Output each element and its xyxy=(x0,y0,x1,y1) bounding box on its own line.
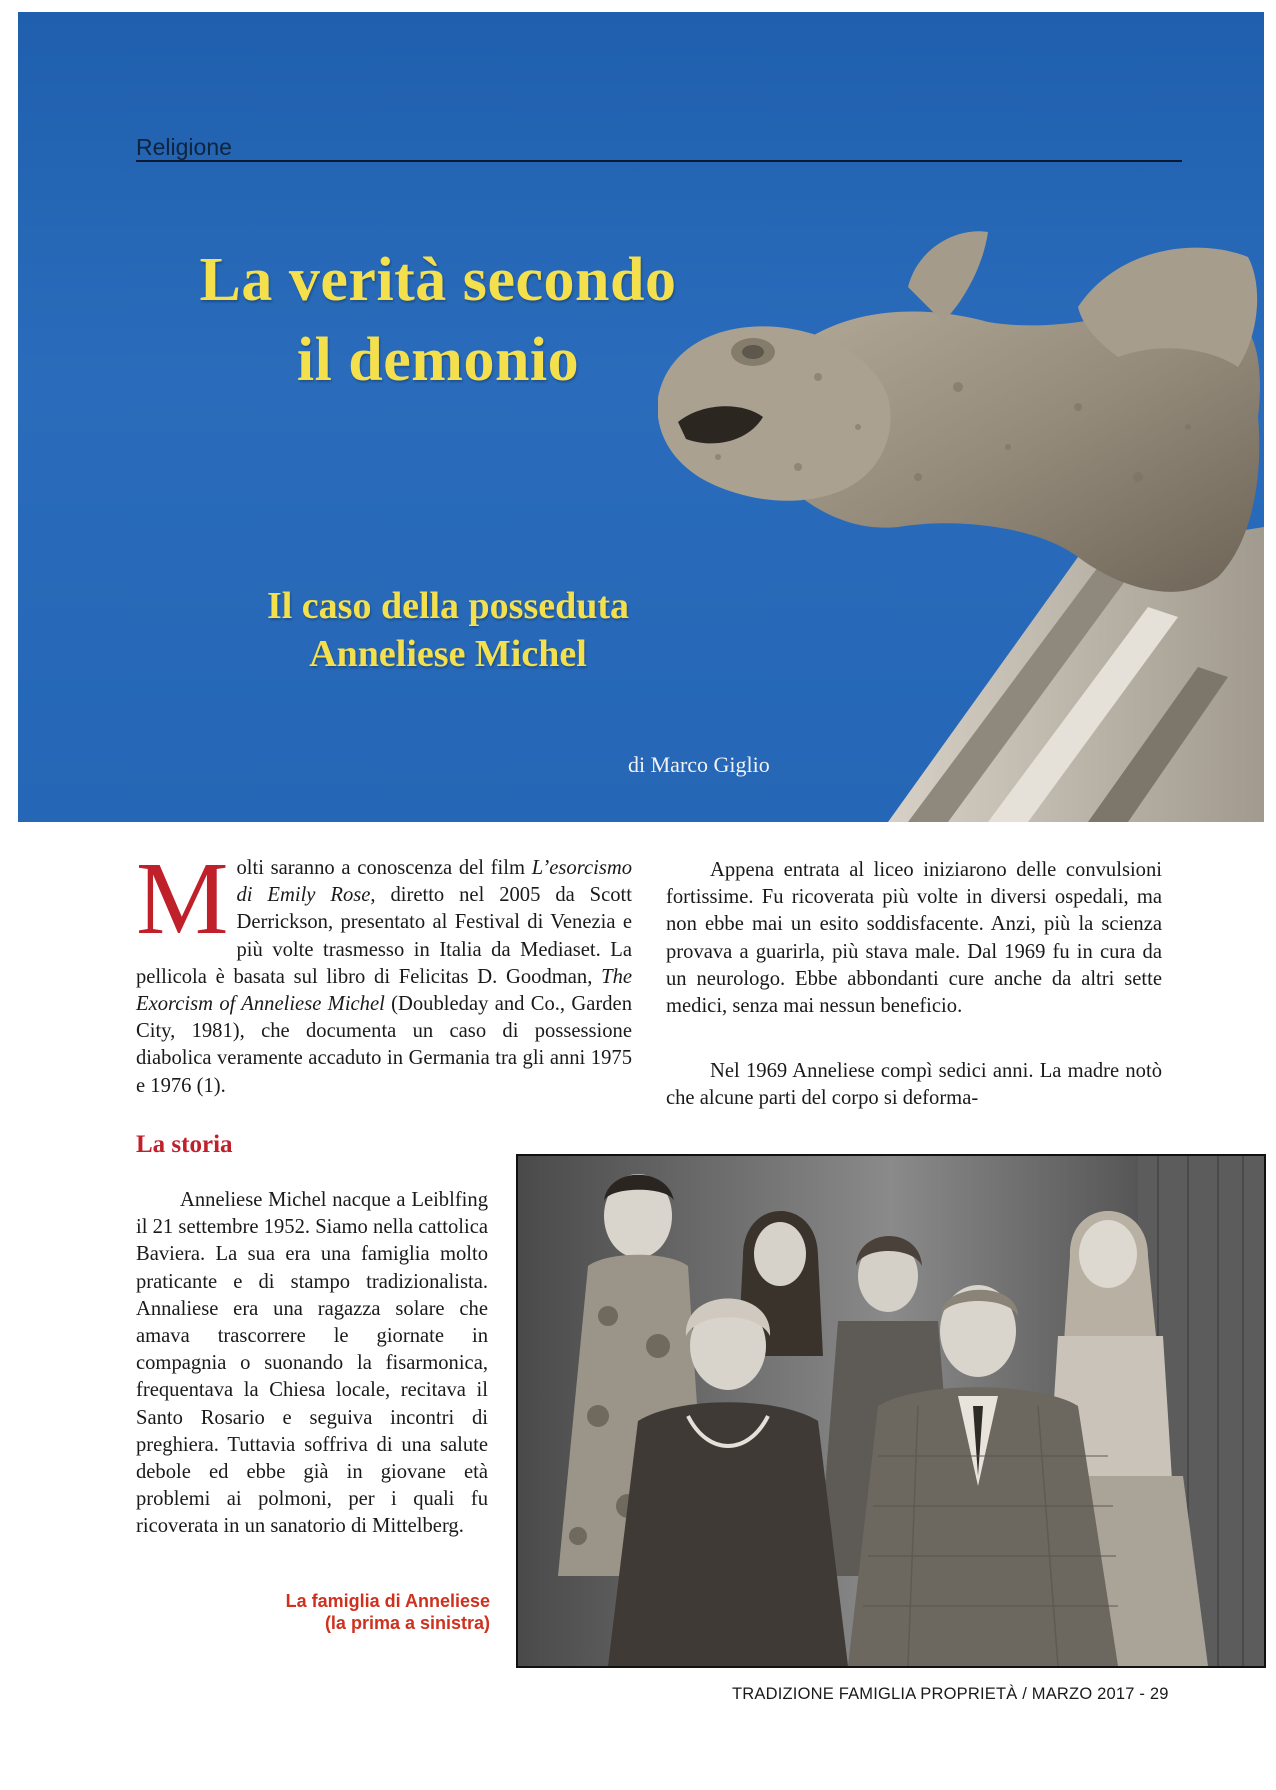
intro-paragraph xyxy=(136,841,632,1100)
family-photo-illustration xyxy=(518,1156,1264,1666)
intro-text-a: olti saranno a conoscenza del film xyxy=(236,857,532,879)
intro-text-c: , diretto nel 2005 da Scott Derrickson, presentato al Festival di Venezia e più volte trasmesso in Italia da Mediaset. La pellicola è basata sul libro di Felicitas D. Goodman, xyxy=(136,884,632,988)
right-paragraph-2: Nel 1969 Anneliese compì sedici anni. La madre notò che alcune parti del corpo si deforma- xyxy=(666,1060,1162,1110)
author-byline: di Marco Giglio xyxy=(628,752,770,777)
family-photo xyxy=(516,1154,1266,1668)
book-title: The Exorcism of Anneliese Michel xyxy=(136,965,632,1016)
article-subtitle xyxy=(168,582,728,678)
section-heading-storia: La storia xyxy=(136,1131,233,1158)
caption-line-1: La famiglia di Anneliese xyxy=(285,1591,490,1611)
header-banner xyxy=(18,12,1264,822)
subtitle-line-2: Anneliese Michel xyxy=(309,633,587,675)
drop-cap: M xyxy=(136,841,229,956)
right-paragraph-1: Appena entrata al liceo iniziarono delle convulsioni fortissime. Fu ricoverata più volte in diversi ospedali, ma non ebbe mai un esito soddisfacente. Anzi, più la scienza provava a guarirla, più stava male. Dal 1969 fu in cura da un neurologo. Ebbe abbondanti cure anche da altri sette medici, senza mai nessun beneficio. xyxy=(666,859,1162,1018)
section-label: Religione xyxy=(136,134,232,160)
page-footer: TRADIZIONE FAMIGLIA PROPRIETÀ / MARZO 2017 - 29 xyxy=(732,1685,1169,1703)
subtitle-line-1: Il caso della posseduta xyxy=(266,585,630,627)
photo-caption xyxy=(218,1590,490,1634)
title-line-2: il demonio xyxy=(296,326,580,394)
storia-paragraph: Anneliese Michel nacque a Leiblfing il 21 settembre 1952. Siamo nella cattolica Baviera. La sua era una famiglia molto praticante e di stampo tradizionalista. Annaliese era una ragazza solare che amava trascorrere le giornate in compagnia o suonando la fisarmonica, frequentava la Chiesa locale, recitava il Santo Rosario e seguiva incontri di preghiera. Tuttavia soffriva di una salute debole ed ebbe già in giovane età problemi ai polmoni, per i quali fu ricoverata in un sanatorio di Mittelberg. xyxy=(136,1189,488,1538)
intro-text-e: (Doubleday and Co., Garden City, 1981), che documenta un caso di possessione diabolica veramente accaduto in Germania tra gli anni 1975 e 1976 (1). xyxy=(136,993,632,1097)
caption-line-2: (la prima a sinistra) xyxy=(324,1613,490,1633)
film-title: L’esorcismo di Emily Rose xyxy=(236,857,632,907)
gargoyle-image xyxy=(658,227,1264,822)
title-line-1: La verità secondo xyxy=(199,246,677,314)
section-rule xyxy=(136,160,1182,162)
